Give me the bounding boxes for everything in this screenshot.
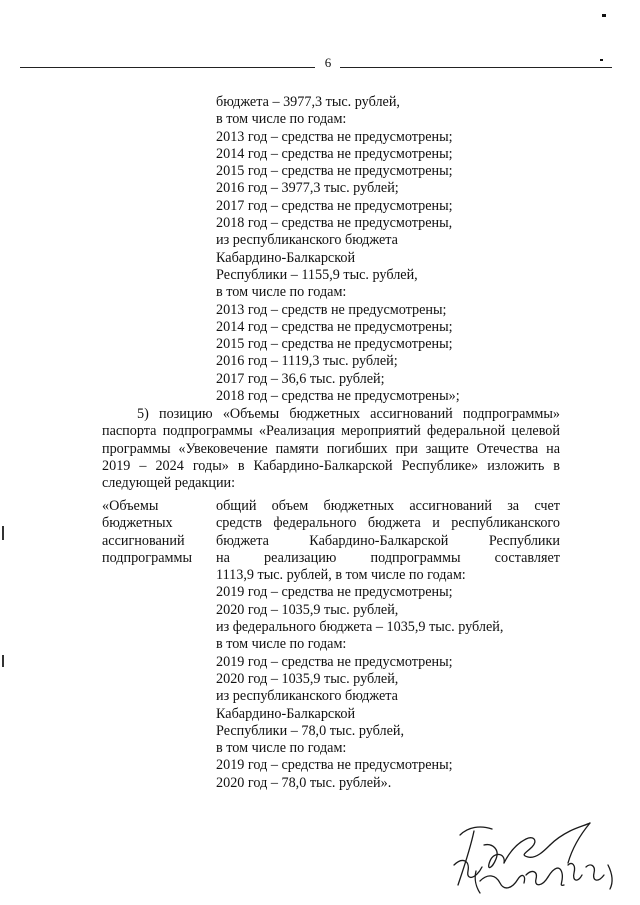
label-line: подпрограммы: [102, 549, 192, 566]
text-line: 2015 год – средства не предусмотрены;: [216, 163, 453, 180]
value-line: в том числе по годам:: [216, 740, 347, 757]
text-line: 2017 год – 36,6 тыс. рублей;: [216, 370, 385, 387]
text-line: 2016 год – 1119,3 тыс. рублей;: [216, 353, 398, 370]
text-line: 2013 год – средств не предусмотрены;: [216, 301, 447, 318]
scan-margin-mark: [2, 655, 4, 667]
value-line: из федерального бюджета – 1035,9 тыс. рублей,: [216, 619, 504, 636]
text-line: 2017 год – средства не предусмотрены;: [216, 197, 453, 214]
passport-label-cell: [102, 498, 202, 567]
value-line: 2019 год – средства не предусмотрены;: [216, 653, 453, 670]
funding-continuation: [216, 94, 460, 405]
handwritten-signature: [440, 805, 630, 900]
value-line: средств федерального бюджета и республиканского: [216, 515, 560, 532]
scan-margin-mark: [2, 526, 4, 540]
label-line: бюджетных: [102, 515, 173, 532]
scan-speck: [600, 59, 603, 61]
text-line: 2013 год – средства не предусмотрены;: [216, 128, 453, 145]
value-line: 2019 год – средства не предусмотрены;: [216, 584, 453, 601]
label-line: «Объемы: [102, 498, 159, 514]
text-line: в том числе по годам:: [216, 284, 347, 301]
text-line: Кабардино-Балкарской: [216, 249, 356, 266]
value-line: 1113,9 тыс. рублей, в том числе по годам:: [216, 567, 466, 584]
passport-value-cell: [216, 498, 560, 792]
text-line: 2015 год – средства не предусмотрены;: [216, 336, 453, 353]
value-line: 2020 год – 78,0 тыс. рублей».: [216, 774, 392, 791]
page-number: 6: [324, 55, 332, 70]
value-line: 2019 год – средства не предусмотрены;: [216, 757, 453, 774]
amendment-paragraph: 5) позицию «Объемы бюджетных ассигнований подпрограммы» паспорта подпрограммы «Реализация мероприятий федеральной целевой программы «Увековечение памяти погибших при защите Отечества на 2019 – 2024 годы» в Кабардино-Балкарской Республике» изложить в следующей редакции:: [102, 406, 560, 492]
scan-speck: [602, 14, 606, 17]
text-line: 2014 год – средства не предусмотрены;: [216, 145, 453, 162]
value-line: Кабардино-Балкарской: [216, 705, 356, 722]
value-line: 2020 год – 1035,9 тыс. рублей,: [216, 670, 399, 687]
value-line: бюджета Кабардино-Балкарской Республики: [216, 532, 560, 549]
header-rule-left: [20, 67, 315, 68]
text-line: 2018 год – средства не предусмотрены»;: [216, 388, 460, 405]
text-line: 2018 год – средства не предусмотрены,: [216, 215, 453, 232]
value-line: в том числе по годам:: [216, 636, 347, 653]
text-line: бюджета – 3977,3 тыс. рублей,: [216, 94, 400, 110]
header-rule-right: [340, 67, 612, 68]
value-line: на реализацию подпрограммы составляет: [216, 549, 560, 566]
value-line: 2020 год – 1035,9 тыс. рублей,: [216, 601, 399, 618]
value-line: общий объем бюджетных ассигнований за счет: [216, 498, 560, 514]
text-line: 2016 год – 3977,3 тыс. рублей;: [216, 180, 399, 197]
text-line: 2014 год – средства не предусмотрены;: [216, 318, 453, 335]
text-line: Республики – 1155,9 тыс. рублей,: [216, 266, 418, 283]
value-line: Республики – 78,0 тыс. рублей,: [216, 722, 405, 739]
text-line: из республиканского бюджета: [216, 232, 398, 249]
value-line: из республиканского бюджета: [216, 688, 398, 705]
text-line: в том числе по годам:: [216, 111, 347, 128]
label-line: ассигнований: [102, 532, 185, 549]
